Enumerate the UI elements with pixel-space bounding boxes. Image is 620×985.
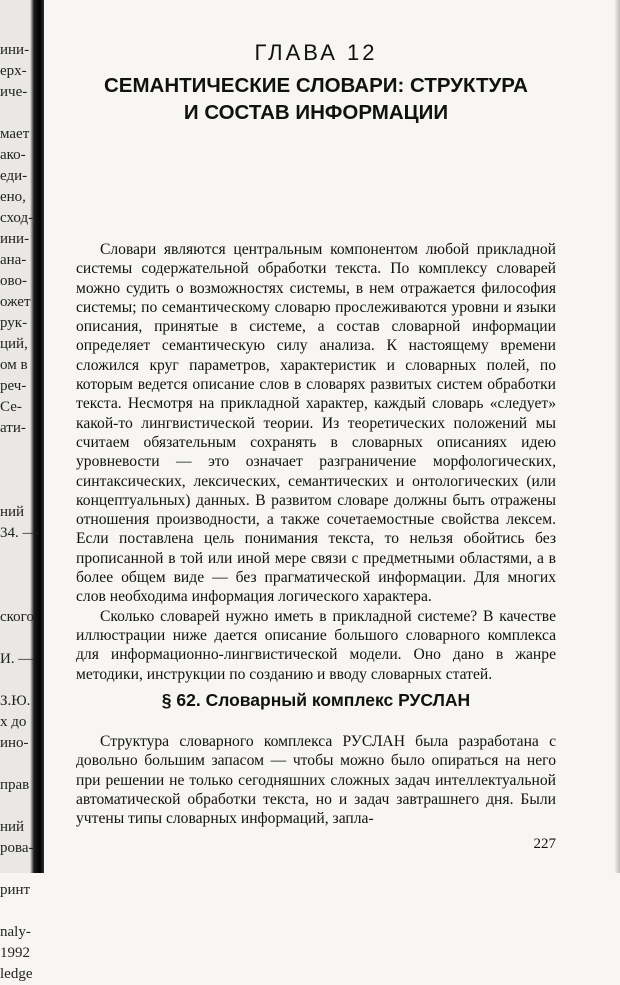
page-right-edge xyxy=(614,0,620,873)
left-page-fragment xyxy=(0,103,44,124)
left-page-fragment: ом в xyxy=(0,357,28,373)
left-page-fragment: прав xyxy=(0,777,30,793)
left-page-fragment: naly- xyxy=(0,924,31,940)
chapter-title-line: И СОСТАВ ИНФОРМАЦИИ xyxy=(183,101,449,124)
left-page-fragment: мает xyxy=(0,126,30,142)
left-page-fragment xyxy=(0,670,44,691)
left-page-fragment: сход- xyxy=(0,210,34,226)
left-page-fragments xyxy=(0,40,44,985)
paragraph: Словари являются центральным компонентом любой прикладной системы содержательной обработки текста. По комплексу словарей можно судить о возможностях системы, в нем отражается философия системы; по семантическому словарю прослеживаются уровни и языки описания, принятые в системе, а состав словарной информации определяет семантическую силу анализа. К настоящему времени сложился круг параметров, характеристик и словарных полей, по которым ведется описание слов в словарях развитых систем обработки текста. Несмотря на прикладной характер, каждый словарь «следует» какой-то лингвистической теории. Из теоретических положений мы считаем обязательным сохранять в словарных описаниях идею уровневости — это означает разграничение морфологических, синтаксических, лексических, семантических и онтологических (или концептуальных) данных. В развитом словаре должны быть отражены отношения производности, а также сочетаемостные свойства лексем. Если поставлена цель понимания текста, то нельзя обойтись без прописанной в той или иной мере связи с предметными областями, а в более общем виде — без прагматической информации. Для многих слов необходима информация логического характера. xyxy=(76,241,556,606)
left-page-fragment: ана- xyxy=(0,252,27,268)
left-page-fragment: реч- xyxy=(0,378,27,394)
chapter-title xyxy=(76,72,556,126)
left-page-fragment: ово- xyxy=(0,273,27,289)
left-page-fragment: И. — xyxy=(0,651,34,667)
intro-text xyxy=(76,240,556,684)
left-page-fragment xyxy=(0,481,44,502)
left-page-fragment: х до xyxy=(0,714,27,730)
left-page-fragment xyxy=(0,796,44,817)
left-page-fragment: 1992 xyxy=(0,945,30,961)
left-page-fragment: ино- xyxy=(0,735,29,751)
left-page-fragment: ерх- xyxy=(0,63,27,79)
left-page-fragment: ций, xyxy=(0,336,28,352)
left-page-fragment: рук- xyxy=(0,315,28,331)
chapter-label: ГЛАВА 12 xyxy=(254,40,378,65)
left-page-fragment: ний xyxy=(0,819,25,835)
left-page-fragment xyxy=(0,754,44,775)
left-page-fragment: ини- xyxy=(0,231,30,247)
paragraph: Структура словарного комплекса РУСЛАН была разработана с довольно большим запасом — чтобы можно было опираться на него при решении не только сегодняшних сложных задач интеллектуальной автоматической обработки текста, но и задач завтрашнего дня. Были учтены типы словарных информаций, запла- xyxy=(76,733,556,828)
left-page-fragment xyxy=(0,859,44,880)
page-number: 227 xyxy=(533,836,556,852)
left-page-fragment: ний xyxy=(0,504,25,520)
left-page-fragment: ского xyxy=(0,609,34,625)
left-page-fragment: Се- xyxy=(0,399,22,415)
left-page-fragment xyxy=(0,901,44,922)
left-page-fragment: ати- xyxy=(0,420,26,436)
left-page-fragment xyxy=(0,544,44,565)
left-page-fragment: 34. — xyxy=(0,525,38,541)
left-page-fragment: рова- xyxy=(0,840,34,856)
left-page-fragment: ринт xyxy=(0,882,31,898)
section-heading: § 62. Словарный комплекс РУСЛАН xyxy=(161,690,471,710)
left-page-fragment: еди- xyxy=(0,168,28,184)
left-page-fragment: З.Ю. xyxy=(0,693,31,709)
left-page-fragment: ledge xyxy=(0,966,33,982)
left-page-fragment: ако- xyxy=(0,147,26,163)
section-body xyxy=(76,732,556,828)
left-page-fragment xyxy=(0,460,44,481)
left-page-fragment: ожет xyxy=(0,294,31,310)
left-page-fragment xyxy=(0,565,44,586)
left-page-fragment xyxy=(0,628,44,649)
paragraph: Сколько словарей нужно иметь в прикладной системе? В качестве иллюстрации ниже дается описание большого словарного комплекса для информационно-лингвистической модели. Оно дано в жанре методики, инструкции по созданию и вводу словарных статей. xyxy=(76,607,556,683)
chapter-title-line: СЕМАНТИЧЕСКИЕ СЛОВАРИ: СТРУКТУРА xyxy=(103,74,528,97)
left-page-fragment: ини- xyxy=(0,42,30,58)
left-page-fragment: ено, xyxy=(0,189,26,205)
left-page-fragment xyxy=(0,586,44,607)
left-page-fragment: иче- xyxy=(0,84,28,100)
left-page-fragment xyxy=(0,439,44,460)
